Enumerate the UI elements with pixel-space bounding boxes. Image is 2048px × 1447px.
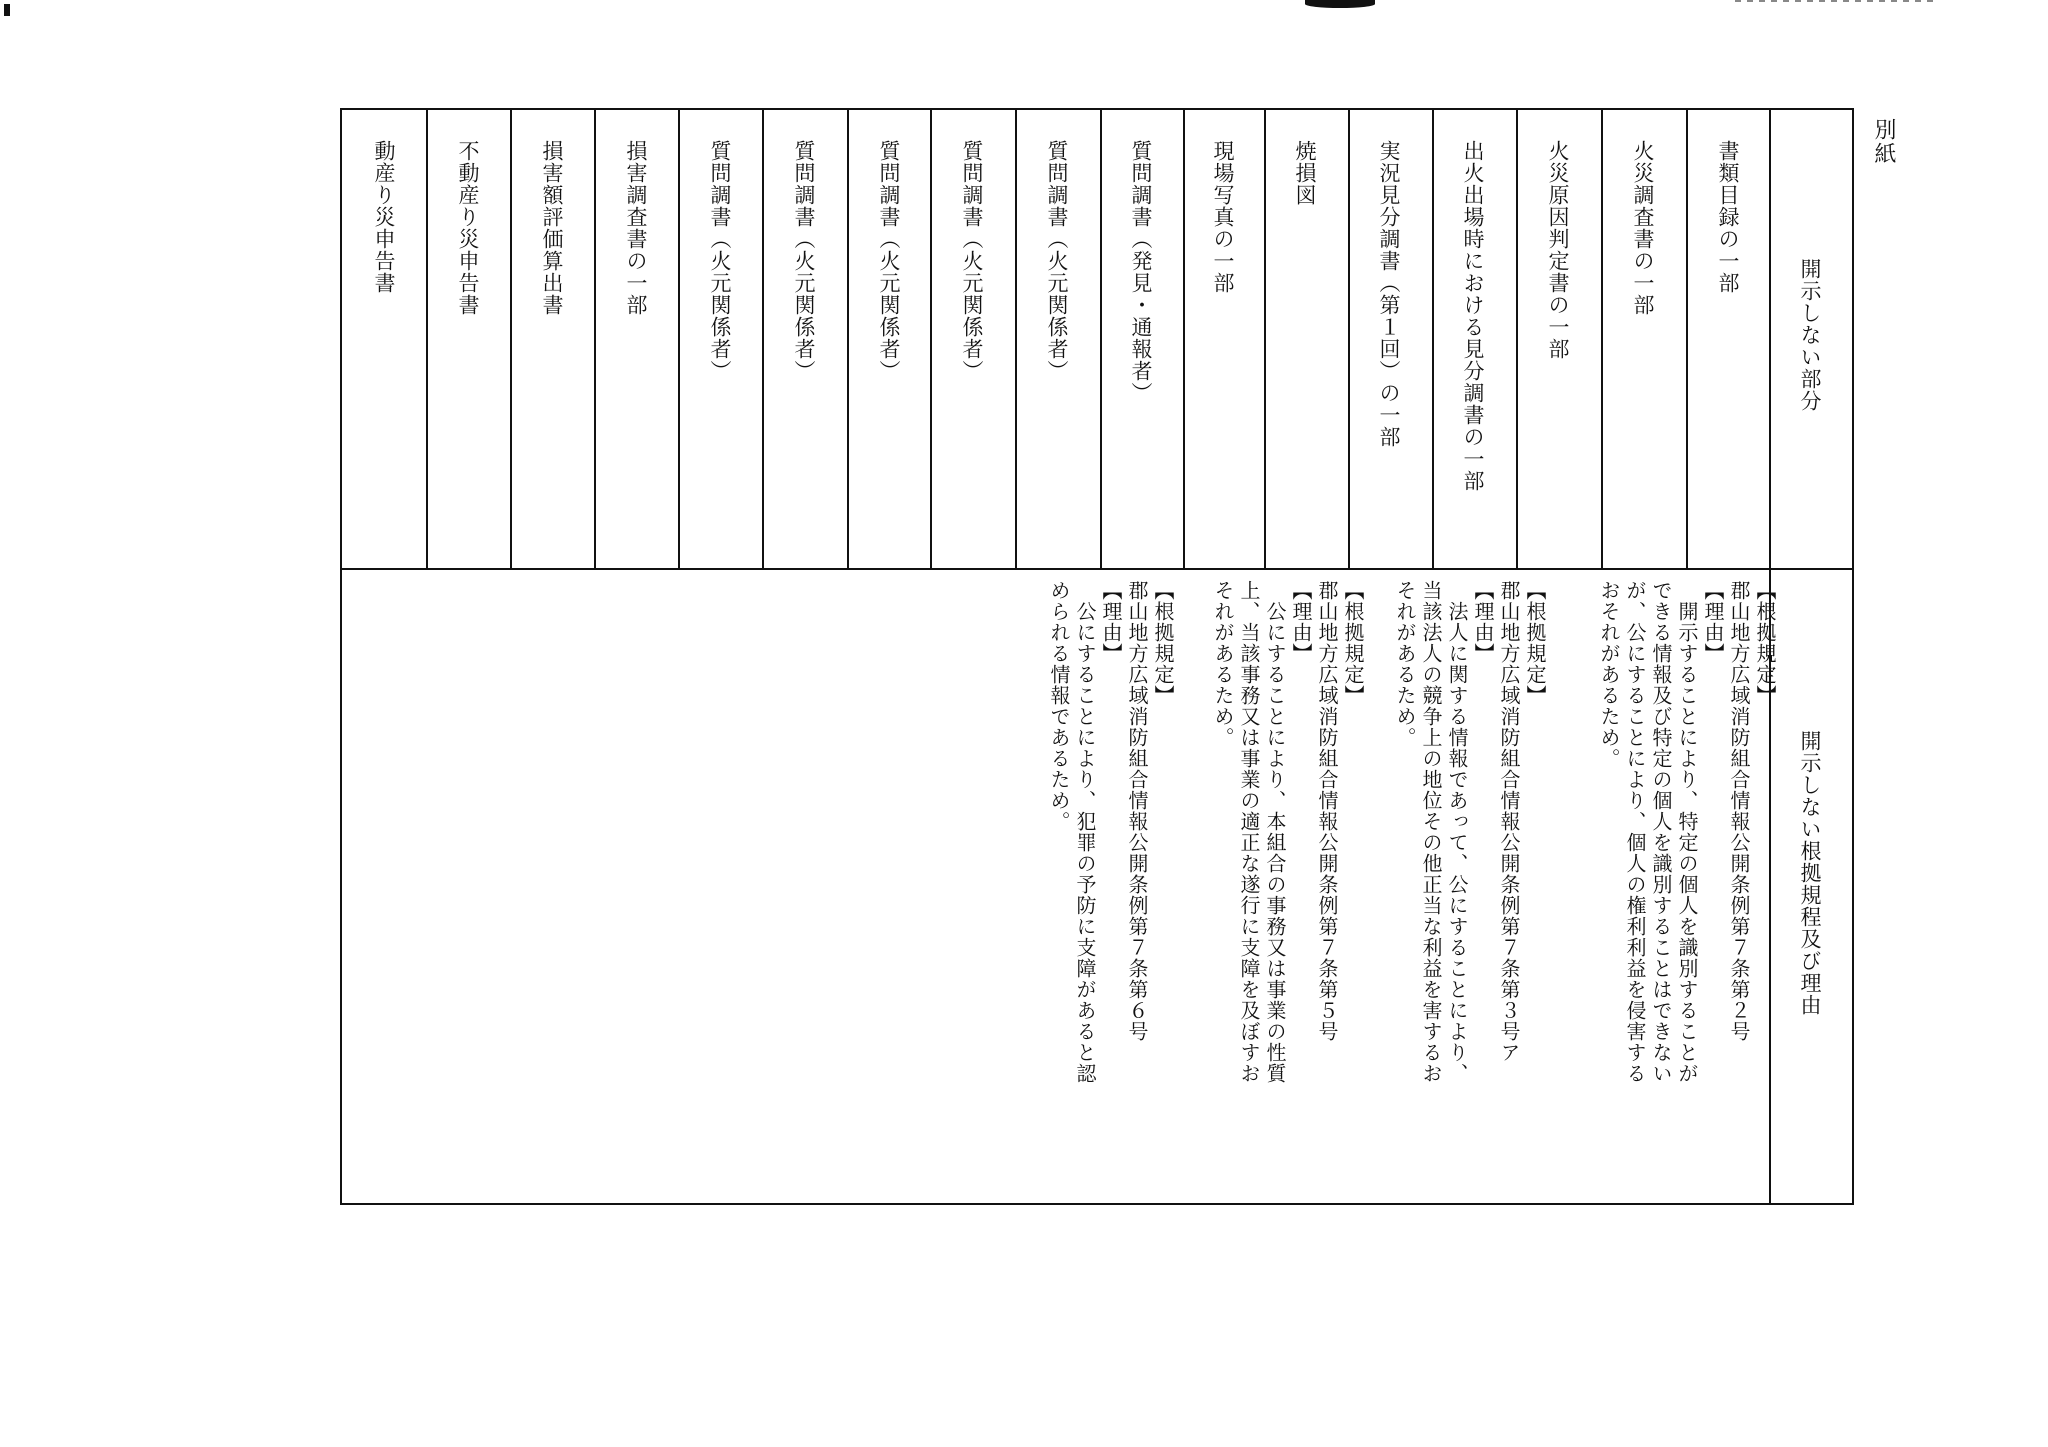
row-divider (1015, 108, 1017, 568)
part-item: 質問調書（火元関係者） (792, 140, 816, 382)
reason-block (1596, 580, 1778, 1180)
reason-line: 郡山地方広域消防組合情報公開条例第７条第５号 (1315, 580, 1339, 1042)
reason-line: 【根拠規定】 (1151, 580, 1175, 706)
part-item: 火災調査書の一部 (1631, 140, 1655, 316)
part-item: 書類目録の一部 (1716, 140, 1740, 294)
reason-line: 法人に関する情報であって、公にすることにより、 (1445, 580, 1469, 1084)
reason-block (1392, 580, 1548, 1180)
row-divider (847, 108, 849, 568)
row-divider (426, 108, 428, 568)
row-divider (1686, 108, 1688, 568)
row-divider (1348, 108, 1350, 568)
scan-artifact-dashes (1735, 0, 1935, 2)
reason-line: おそれがあるため。 (1597, 580, 1621, 769)
row-divider (1100, 108, 1102, 568)
part-item: 質問調書（火元関係者） (877, 140, 901, 382)
reason-line: 郡山地方広域消防組合情報公開条例第７条第２号 (1727, 580, 1751, 1042)
reason-line: それがあるため。 (1211, 580, 1235, 748)
reason-line: 【理由】 (1099, 580, 1123, 664)
part-item: 損害額評価算出書 (540, 140, 564, 316)
reason-line: 公にすることにより、本組合の事務又は事業の性質 (1263, 580, 1287, 1084)
part-item: 不動産り災申告書 (456, 140, 480, 316)
reason-line: できる情報及び特定の個人を識別することはできない (1649, 580, 1673, 1084)
row-divider (1432, 108, 1434, 568)
row-divider (1264, 108, 1266, 568)
reason-line: 【根拠規定】 (1523, 580, 1547, 706)
reason-line: 【根拠規定】 (1341, 580, 1365, 706)
part-item: 質問調書（火元関係者） (708, 140, 732, 382)
row-divider (1183, 108, 1185, 568)
part-item: 火災原因判定書の一部 (1546, 140, 1570, 360)
part-item: 焼損図 (1293, 140, 1317, 206)
reason-line: められる情報であるため。 (1047, 580, 1071, 832)
part-item: 出火出場時における見分調書の一部 (1461, 140, 1485, 492)
part-item: 実況見分調書（第１回）の一部 (1377, 140, 1401, 448)
header-parts: 開示しない部分 (1798, 258, 1822, 412)
scan-artifact-mark (4, 4, 10, 16)
part-item: 質問調書（発見・通報者） (1129, 140, 1153, 404)
reason-line: 郡山地方広域消防組合情報公開条例第７条第６号 (1125, 580, 1149, 1042)
reason-line: 【根拠規定】 (1753, 580, 1777, 706)
reason-line: 当該法人の競争上の地位その他正当な利益を害するお (1419, 580, 1443, 1084)
row-divider (1516, 108, 1518, 568)
reason-block (1210, 580, 1366, 1180)
row-divider (1601, 108, 1603, 568)
reason-line: が、公にすることにより、個人の権利利益を侵害する (1623, 580, 1647, 1084)
reason-line: 【理由】 (1701, 580, 1725, 664)
scan-artifact-wedge (1305, 0, 1375, 8)
reason-line: 公にすることにより、犯罪の予防に支障があると認 (1073, 580, 1097, 1084)
row-divider (678, 108, 680, 568)
reason-line: 【理由】 (1289, 580, 1313, 664)
part-item: 動産り災申告書 (372, 140, 396, 294)
reason-line: 郡山地方広域消防組合情報公開条例第７条第３号ア (1497, 580, 1521, 1063)
part-item: 質問調書（火元関係者） (1045, 140, 1069, 382)
reason-line: それがあるため。 (1393, 580, 1417, 748)
reason-line: 開示することにより、特定の個人を識別することが (1675, 580, 1699, 1084)
part-item: 現場写真の一部 (1211, 140, 1235, 294)
reason-line: 【理由】 (1471, 580, 1495, 664)
reason-block (1046, 580, 1176, 1180)
table-section-divider (340, 568, 1854, 570)
page-label: 別紙 (1871, 118, 1896, 166)
header-reasons: 開示しない根拠規程及び理由 (1798, 730, 1822, 1016)
reason-line: 上、当該事務又は事業の適正な遂行に支障を及ぼすお (1237, 580, 1261, 1084)
row-divider (594, 108, 596, 568)
row-divider (510, 108, 512, 568)
part-item: 損害調査書の一部 (624, 140, 648, 316)
row-divider (930, 108, 932, 568)
row-divider (762, 108, 764, 568)
part-item: 質問調書（火元関係者） (960, 140, 984, 382)
